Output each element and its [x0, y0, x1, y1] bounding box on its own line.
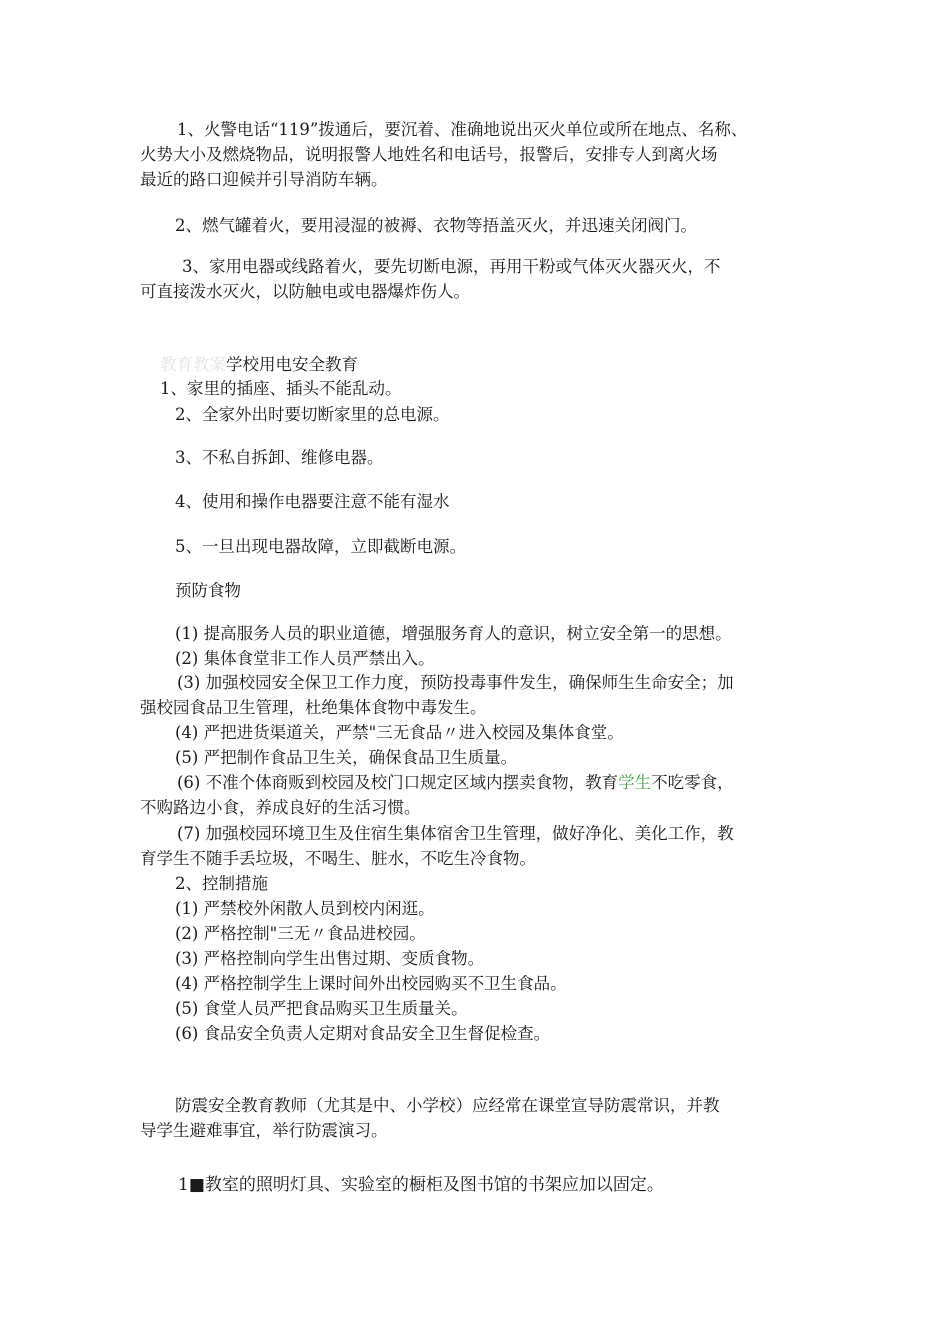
control-heading: 2、控制措施	[175, 874, 268, 893]
food-measure-7-line-1: (7) 加强校园环境卫生及住宿生集体宿舍卫生管理，做好净化、美化工作，教	[177, 824, 734, 843]
food-measure-6-line-1	[140, 770, 820, 795]
fire-item-1-line-1: 1、火警电话“119”拨通后，要沉着、准确地说出灭火单位或所在地点、名称、	[177, 120, 748, 139]
quake-item-1: 1■教室的照明灯具、实验室的橱柜及图书馆的书架应加以固定。	[178, 1175, 664, 1195]
food-measure-6-text-b: 不吃零食，	[651, 773, 734, 792]
electric-item-1: 1、家里的插座、插头不能乱动。	[160, 379, 402, 398]
food-measure-7-line-2: 育学生不随手丢垃圾，不喝生、脏水，不吃生冷食物。	[140, 849, 536, 868]
control-item-3: (3) 严格控制向学生出售过期、变质食物。	[175, 949, 485, 968]
faint-prefix: 教育教案	[160, 355, 226, 374]
food-measure-6-text-a: (6) 不准个体商贩到校园及校门口规定区域内摆卖食物，教育	[177, 773, 619, 792]
electric-item-2: 2、全家外出时要切断家里的总电源。	[175, 405, 450, 424]
fire-item-1-line-2: 火势大小及燃烧物品，说明报警人地姓名和电话号，报警后，安排专人到离火场	[140, 145, 718, 164]
food-measure-3-line-1: (3) 加强校园安全保卫工作力度，预防投毒事件发生，确保师生生命安全；加	[177, 673, 734, 692]
food-measure-7	[140, 821, 820, 871]
electric-item-5: 5、一旦出现电器故障，立即截断电源。	[175, 537, 466, 556]
electric-item-4: 4、使用和操作电器要注意不能有湿水	[175, 492, 450, 511]
control-item-1: (1) 严禁校外闲散人员到校内闲逛。	[175, 899, 435, 918]
fire-item-3-line-1: 3、家用电器或线路着火，要先切断电源，再用干粉或气体灭火器灭火，不	[182, 257, 721, 276]
electric-item-3: 3、不私自拆卸、维修电器。	[175, 448, 384, 467]
control-item-2: (2) 严格控制"三无〃食品进校园。	[175, 924, 426, 943]
food-measure-6	[140, 770, 820, 820]
highlight-students: 学生	[618, 773, 652, 792]
food-measure-3	[140, 670, 820, 720]
quake-intro	[140, 1093, 820, 1143]
food-measure-4: (4) 严把进货渠道关，严禁"三无食品〃进入校园及集体食堂。	[175, 723, 624, 742]
electric-title-text: 学校用电安全教育	[226, 355, 358, 374]
food-measure-1: (1) 提高服务人员的职业道德，增强服务育人的意识，树立安全第一的思想。	[175, 624, 732, 643]
fire-item-3	[140, 254, 820, 304]
fire-item-2: 2、燃气罐着火，要用浸湿的被褥、衣物等捂盖灭火，并迅速关闭阀门。	[175, 216, 697, 235]
quake-intro-line-1: 防震安全教育教师（尤其是中、小学校）应经常在课堂宣导防震常识，并教	[175, 1096, 720, 1115]
food-measure-3-line-2: 强校园食品卫生管理，杜绝集体食物中毒发生。	[140, 698, 487, 717]
fire-item-3-line-2: 可直接泼水灭火，以防触电或电器爆炸伤人。	[140, 282, 470, 301]
control-item-5: (5) 食堂人员严把食品购买卫生质量关。	[175, 999, 468, 1018]
quake-intro-line-2: 导学生避难事宜，举行防震演习。	[140, 1121, 388, 1140]
control-item-6: (6) 食品安全负责人定期对食品安全卫生督促检查。	[175, 1024, 551, 1043]
fire-item-1	[140, 117, 820, 192]
electric-title	[160, 352, 840, 377]
food-measure-2: (2) 集体食堂非工作人员严禁出入。	[175, 649, 435, 668]
fire-item-1-line-3: 最近的路口迎候并引导消防车辆。	[140, 170, 388, 189]
food-measure-5: (5) 严把制作食品卫生关，确保食品卫生质量。	[175, 748, 518, 767]
food-measure-6-line-2: 不购路边小食，养成良好的生活习惯。	[140, 798, 421, 817]
food-heading: 预防食物	[175, 581, 241, 600]
control-item-4: (4) 严格控制学生上课时间外出校园购买不卫生食品。	[175, 974, 567, 993]
